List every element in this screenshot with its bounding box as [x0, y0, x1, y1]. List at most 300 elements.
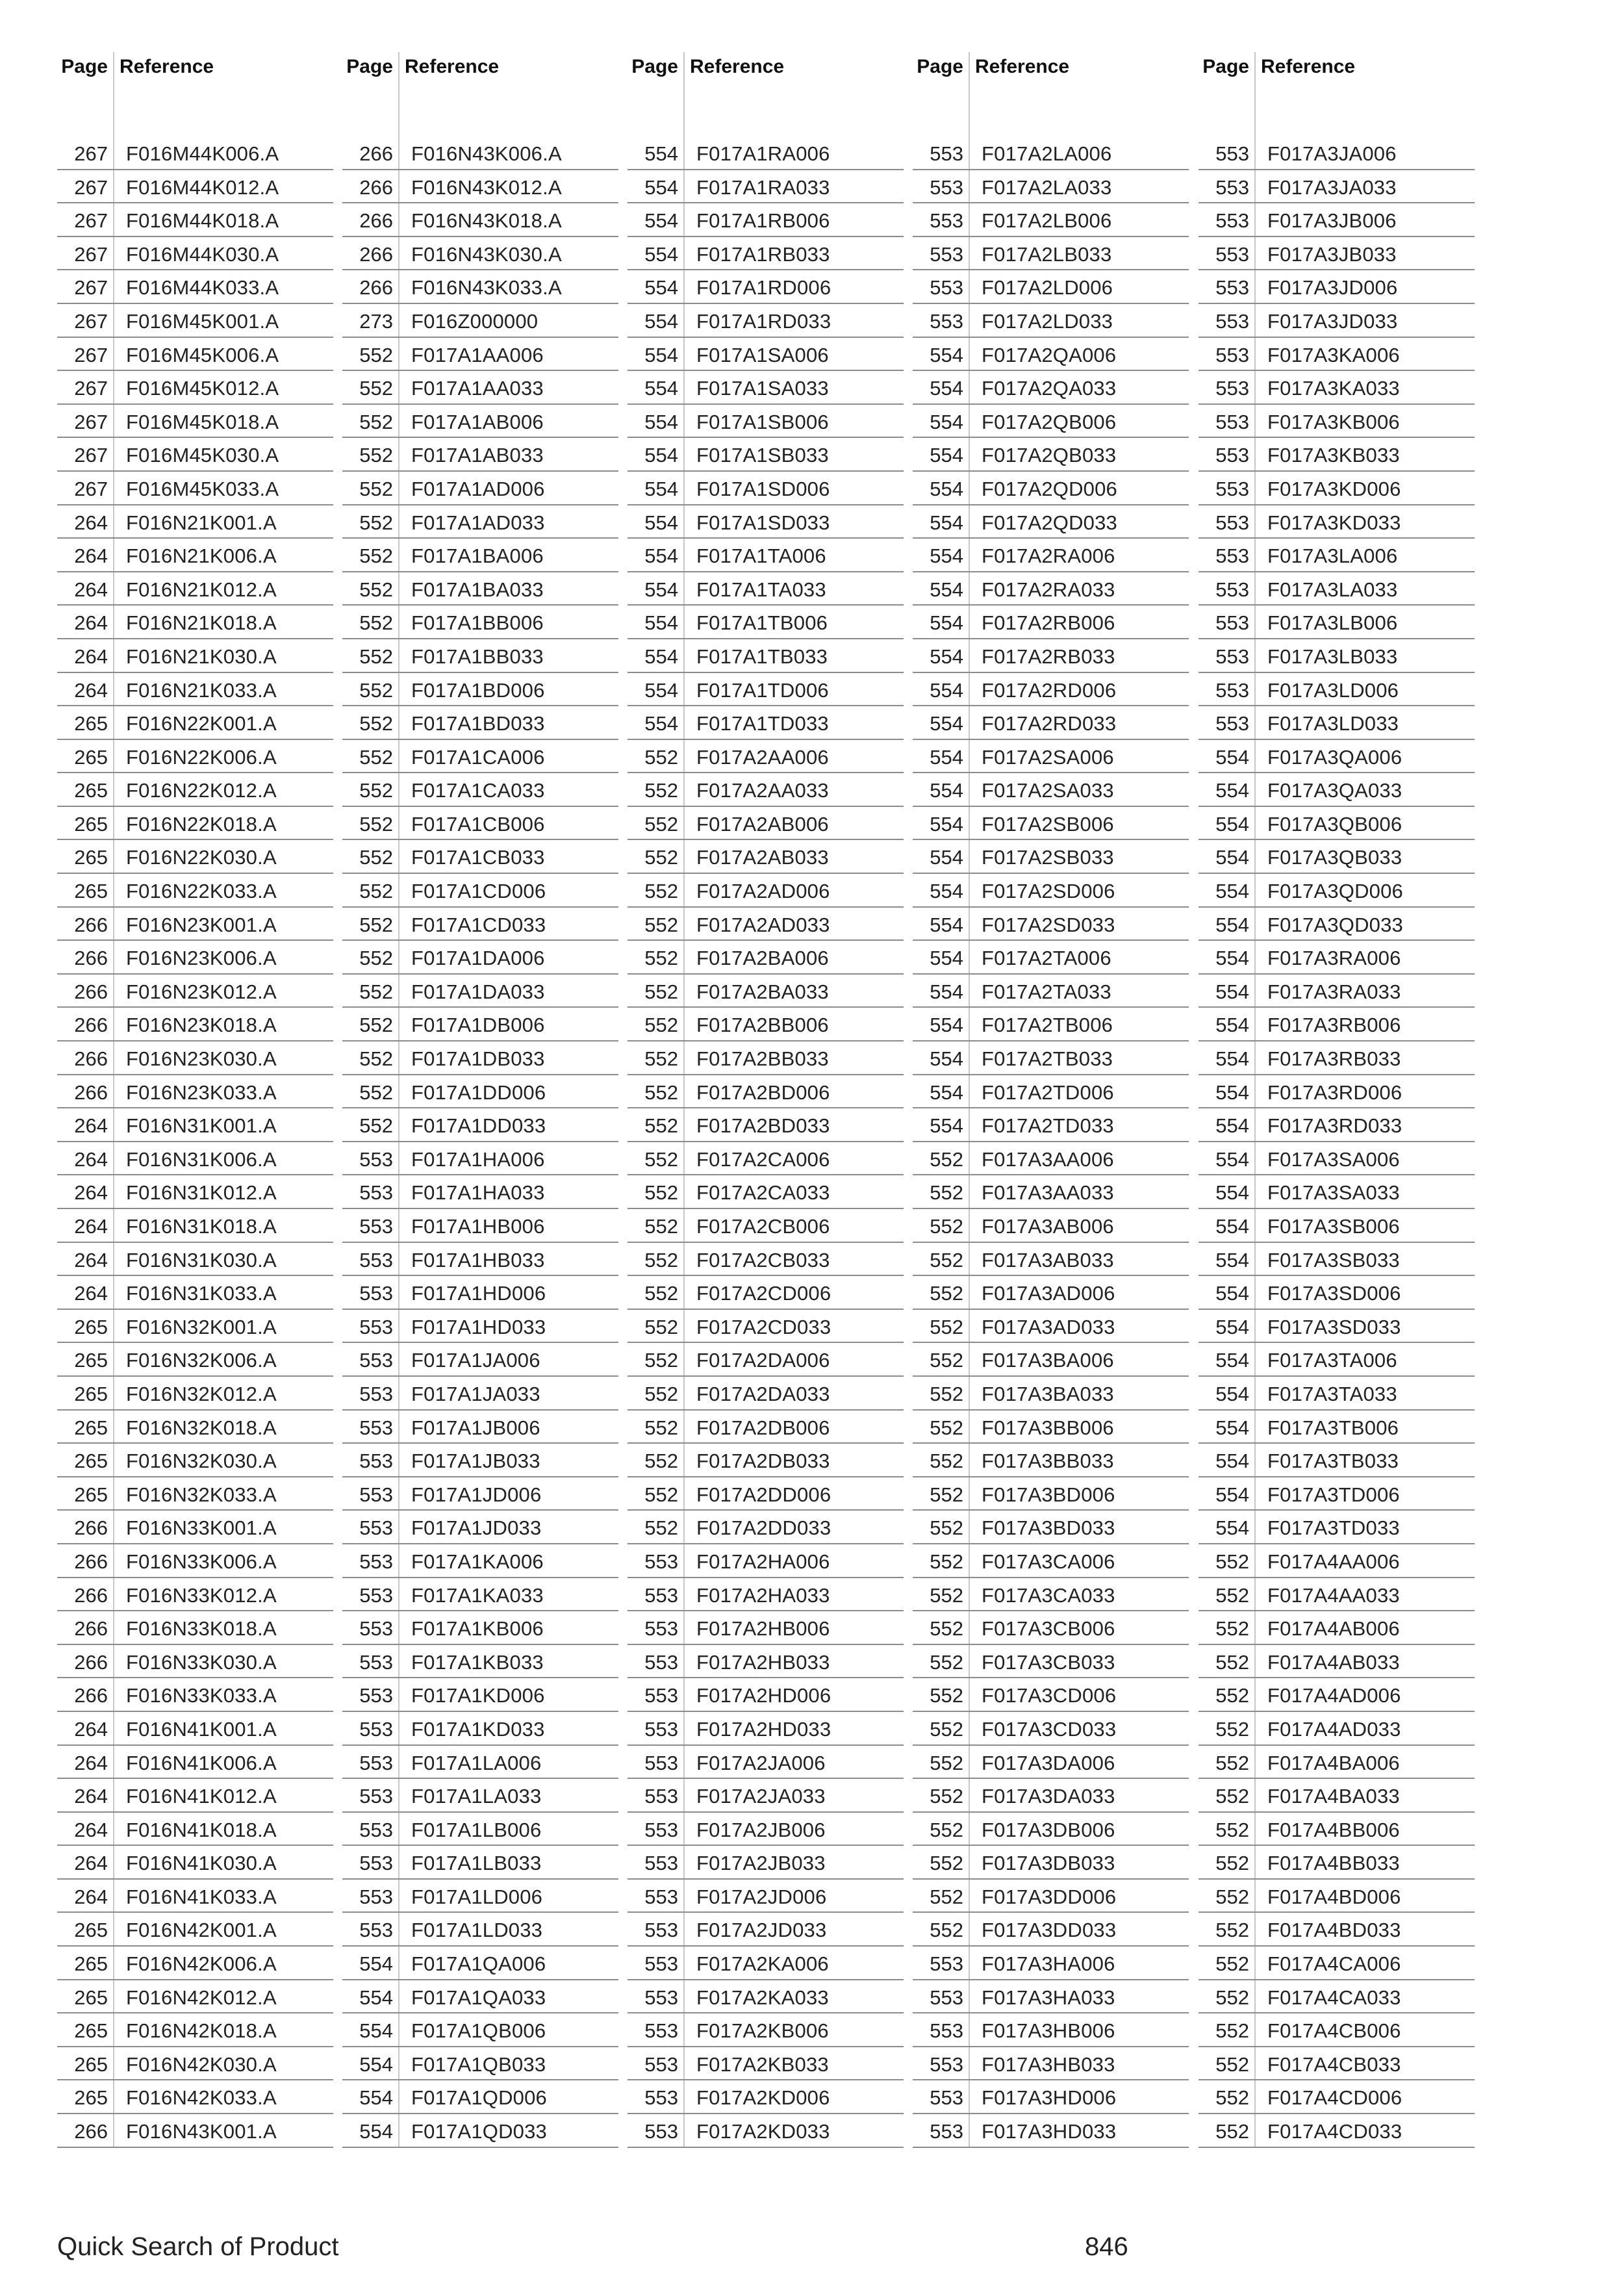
reference-cell: F017A1JA006 [411, 1349, 540, 1372]
table-row [913, 2114, 1189, 2148]
reference-cell: F017A1TD006 [696, 678, 829, 702]
reference-cell: F016M45K030.A [126, 444, 279, 467]
reference-cell: F016N23K018.A [126, 1014, 277, 1037]
page-cell: 552 [644, 1047, 678, 1071]
page-cell: 266 [74, 1684, 108, 1707]
table-row [628, 2013, 904, 2047]
page-cell: 552 [930, 1416, 963, 1439]
page-cell: 552 [644, 980, 678, 1003]
reference-cell: F016N23K012.A [126, 980, 277, 1003]
table-row [913, 1276, 1189, 1310]
page-cell: 554 [644, 578, 678, 601]
page-cell: 554 [930, 880, 963, 903]
reference-cell: F017A4CA006 [1267, 1952, 1401, 1976]
table-row [913, 203, 1189, 237]
page-cell: 552 [644, 1349, 678, 1372]
table-row [1199, 237, 1475, 271]
page-cell: 552 [359, 1047, 393, 1071]
table-row [913, 639, 1189, 673]
table-row [1199, 170, 1475, 204]
page-cell: 264 [74, 1215, 108, 1238]
reference-cell: F017A1CD033 [411, 913, 546, 936]
table-row [342, 1947, 618, 1980]
table-row [57, 1880, 333, 1913]
page-cell: 554 [1215, 1315, 1249, 1338]
page-cell: 554 [644, 343, 678, 366]
page-cell: 553 [930, 1986, 963, 2009]
reference-cell: F017A2HD033 [696, 1717, 831, 1741]
table-row [1199, 1243, 1475, 1277]
table-row [628, 639, 904, 673]
page-cell: 266 [359, 175, 393, 199]
page-cell: 553 [359, 1919, 393, 1942]
page-cell: 553 [1215, 712, 1249, 735]
page-cell: 265 [74, 1382, 108, 1405]
page-cell: 265 [74, 812, 108, 836]
page-cell: 553 [359, 1382, 393, 1405]
table-row [913, 170, 1189, 204]
reference-cell: F017A3BA033 [982, 1382, 1114, 1405]
page-cell: 554 [1215, 812, 1249, 836]
reference-cell: F017A3SB006 [1267, 1215, 1400, 1238]
reference-cell: F017A2SB006 [982, 812, 1114, 836]
reference-cell: F017A1RB033 [696, 242, 830, 266]
reference-cell: F017A3AD006 [982, 1282, 1115, 1305]
page-cell: 554 [1215, 1248, 1249, 1271]
page-cell: 552 [1215, 2052, 1249, 2076]
page-cell: 554 [930, 544, 963, 568]
table-row [57, 371, 333, 405]
table-row [1199, 1343, 1475, 1377]
page-cell: 552 [359, 544, 393, 568]
page-cell: 552 [644, 1315, 678, 1338]
reference-cell: F016N21K018.A [126, 611, 277, 635]
reference-cell: F017A1AB006 [411, 410, 544, 433]
table-row [628, 1578, 904, 1612]
reference-cell: F017A2AD006 [696, 880, 830, 903]
table-row [913, 1142, 1189, 1176]
reference-cell: F017A3SD033 [1267, 1315, 1401, 1338]
reference-cell: F017A3KA006 [1267, 343, 1400, 366]
page-cell: 264 [74, 1785, 108, 1808]
page-cell: 554 [644, 477, 678, 500]
page-cell: 266 [74, 947, 108, 970]
reference-cell: F017A4CB006 [1267, 2019, 1401, 2043]
table-row [1199, 1477, 1475, 1511]
table-row [57, 706, 333, 740]
page-cell: 554 [930, 980, 963, 1003]
table-row [913, 1108, 1189, 1142]
table-row [342, 237, 618, 271]
reference-cell: F017A2DB006 [696, 1416, 830, 1439]
reference-cell: F017A1AA033 [411, 377, 544, 400]
table-row [913, 740, 1189, 774]
table-row [57, 1310, 333, 1344]
page-cell: 553 [930, 2086, 963, 2110]
page-cell: 553 [644, 1852, 678, 1875]
table-row [1199, 706, 1475, 740]
table-row [342, 2013, 618, 2047]
page-cell: 554 [359, 2052, 393, 2076]
table-row [628, 606, 904, 639]
reference-cell: F017A2DA033 [696, 1382, 830, 1405]
page-header: Page [631, 56, 678, 77]
reference-cell: F016N21K033.A [126, 678, 277, 702]
reference-cell: F017A3SB033 [1267, 1248, 1400, 1271]
reference-cell: F017A1KD006 [411, 1684, 545, 1707]
table-row [628, 270, 904, 304]
reference-cell: F017A2AA033 [696, 779, 829, 802]
page-cell: 552 [644, 1080, 678, 1104]
page-cell: 554 [930, 1114, 963, 1138]
table-row [1199, 1276, 1475, 1310]
table-row [57, 1846, 333, 1880]
reference-cell: F016N33K006.A [126, 1550, 277, 1573]
reference-cell: F016N43K001.A [126, 2120, 277, 2143]
reference-cell: F017A2RA033 [982, 578, 1115, 601]
table-row [342, 1276, 618, 1310]
table-row [913, 975, 1189, 1008]
reference-cell: F017A2SD033 [982, 913, 1115, 936]
table-row [57, 773, 333, 807]
table-row [57, 1544, 333, 1578]
table-row [628, 1779, 904, 1813]
table-row [342, 1008, 618, 1041]
table-row [913, 1511, 1189, 1544]
table-row [342, 941, 618, 975]
page-cell: 552 [644, 812, 678, 836]
page-cell: 552 [930, 1650, 963, 1674]
reference-cell: F017A1AD006 [411, 477, 545, 500]
reference-cell: F016N21K006.A [126, 544, 277, 568]
page-cell: 552 [930, 1516, 963, 1540]
page-cell: 266 [74, 1617, 108, 1641]
table-row [57, 606, 333, 639]
table-row [57, 338, 333, 372]
reference-cell: F017A3DD006 [982, 1885, 1117, 1908]
page-cell: 554 [1215, 1516, 1249, 1540]
reference-cell: F017A2KD006 [696, 2086, 830, 2110]
table-row [1199, 505, 1475, 539]
page-cell: 554 [930, 611, 963, 635]
reference-cell: F017A1QB006 [411, 2019, 546, 2043]
reference-cell: F017A1SA006 [696, 343, 829, 366]
table-row [57, 1980, 333, 2014]
table-row [342, 1544, 618, 1578]
reference-cell: F017A3BB006 [982, 1416, 1114, 1439]
page-cell: 267 [74, 175, 108, 199]
reference-cell: F017A1HB033 [411, 1248, 545, 1271]
reference-cell: F017A1DD006 [411, 1080, 546, 1104]
table-row [57, 1343, 333, 1377]
reference-cell: F017A4CA033 [1267, 1986, 1401, 2009]
reference-cell: F016N43K030.A [411, 242, 562, 266]
table-row [57, 2047, 333, 2081]
page-cell: 554 [644, 645, 678, 668]
page-cell: 553 [359, 1617, 393, 1641]
page-cell: 264 [74, 645, 108, 668]
reference-cell: F017A1HD006 [411, 1282, 546, 1305]
table-row [57, 203, 333, 237]
table-row [913, 606, 1189, 639]
page-cell: 553 [644, 1818, 678, 1841]
page-cell: 553 [359, 1550, 393, 1573]
page-cell: 554 [930, 779, 963, 802]
page-cell: 554 [1215, 913, 1249, 936]
page-cell: 554 [644, 377, 678, 400]
reference-cell: F017A1AA006 [411, 343, 544, 366]
reference-cell: F017A3DA033 [982, 1785, 1115, 1808]
page-cell: 553 [644, 1550, 678, 1573]
page-cell: 552 [644, 1416, 678, 1439]
table-row [342, 1578, 618, 1612]
table-row [913, 270, 1189, 304]
reference-header: Reference [120, 56, 214, 77]
page-cell: 553 [1215, 175, 1249, 199]
reference-cell: F017A3QB033 [1267, 846, 1402, 869]
table-row [342, 1209, 618, 1243]
table-row [57, 136, 333, 170]
page-cell: 553 [359, 1516, 393, 1540]
reference-cell: F017A2LB006 [982, 209, 1112, 233]
reference-cell: F017A4AD033 [1267, 1717, 1401, 1741]
reference-cell: F017A1JD006 [411, 1483, 542, 1506]
page-cell: 552 [359, 947, 393, 970]
page-cell: 552 [644, 1248, 678, 1271]
reference-cell: F017A1SD006 [696, 477, 830, 500]
reference-cell: F016N31K030.A [126, 1248, 277, 1271]
page-cell: 552 [1215, 1785, 1249, 1808]
page-cell: 553 [930, 309, 963, 333]
reference-cell: F017A3RB006 [1267, 1014, 1401, 1037]
page-cell: 266 [74, 980, 108, 1003]
table-row [1199, 2080, 1475, 2114]
reference-cell: F017A1KD033 [411, 1717, 545, 1741]
page-cell: 552 [1215, 1684, 1249, 1707]
reference-cell: F017A1CB033 [411, 846, 545, 869]
table-row [628, 2080, 904, 2114]
page-cell: 552 [359, 678, 393, 702]
table-row [628, 673, 904, 707]
table-row [913, 539, 1189, 572]
reference-cell: F017A1JB006 [411, 1416, 540, 1439]
page-cell: 266 [74, 1550, 108, 1573]
table-row [628, 1712, 904, 1746]
table-row [1199, 371, 1475, 405]
reference-cell: F017A2DB033 [696, 1450, 830, 1473]
reference-cell: F016N23K006.A [126, 947, 277, 970]
table-row [913, 2013, 1189, 2047]
table-row [342, 1712, 618, 1746]
table-row [1199, 338, 1475, 372]
reference-cell: F017A2TB006 [982, 1014, 1113, 1037]
table-row [628, 706, 904, 740]
table-row [342, 1411, 618, 1444]
table-row [1199, 740, 1475, 774]
column-header [1199, 52, 1475, 136]
page-cell: 552 [644, 1181, 678, 1205]
reference-cell: F016N32K001.A [126, 1315, 277, 1338]
reference-cell: F017A1BA033 [411, 578, 544, 601]
reference-cell: F017A2QD033 [982, 511, 1117, 534]
page-cell: 553 [644, 1986, 678, 2009]
table-row [913, 2080, 1189, 2114]
reference-cell: F017A2SB033 [982, 846, 1114, 869]
reference-cell: F017A3DD033 [982, 1919, 1117, 1942]
table-row [913, 405, 1189, 439]
table-row [342, 908, 618, 941]
table-row [628, 1477, 904, 1511]
table-row [913, 1075, 1189, 1109]
page-cell: 552 [930, 1885, 963, 1908]
reference-cell: F017A3CB006 [982, 1617, 1115, 1641]
page-cell: 552 [359, 1114, 393, 1138]
page-cell: 553 [1215, 645, 1249, 668]
table-row [913, 338, 1189, 372]
reference-cell: F017A3CD006 [982, 1684, 1117, 1707]
reference-cell: F017A1CA006 [411, 745, 545, 769]
table-row [913, 136, 1189, 170]
table-row [57, 1175, 333, 1209]
page-cell: 265 [74, 1483, 108, 1506]
table-row [57, 1813, 333, 1846]
page-cell: 553 [644, 1717, 678, 1741]
table-row [913, 941, 1189, 975]
page-cell: 552 [930, 1181, 963, 1205]
reference-cell: F017A3HA033 [982, 1986, 1115, 2009]
reference-cell: F017A2HA006 [696, 1550, 830, 1573]
reference-cell: F017A2RA006 [982, 544, 1115, 568]
table-row [628, 438, 904, 472]
table-row [628, 773, 904, 807]
table-row [1199, 1142, 1475, 1176]
table-row [628, 1075, 904, 1109]
table-row [913, 1913, 1189, 1947]
reference-cell: F017A2RB033 [982, 645, 1115, 668]
table-row [913, 1947, 1189, 1980]
table-row [628, 1913, 904, 1947]
page-cell: 552 [930, 1382, 963, 1405]
table-row [57, 874, 333, 908]
table-row [1199, 1947, 1475, 1980]
table-row [1199, 773, 1475, 807]
page-cell: 554 [1215, 1047, 1249, 1071]
reference-cell: F017A2HA033 [696, 1583, 830, 1607]
reference-cell: F016N22K006.A [126, 745, 277, 769]
reference-cell: F017A4BA033 [1267, 1785, 1400, 1808]
page-cell: 554 [930, 812, 963, 836]
reference-cell: F016N23K033.A [126, 1080, 277, 1104]
reference-cell: F017A3AB006 [982, 1215, 1114, 1238]
page-cell: 552 [359, 980, 393, 1003]
page-cell: 552 [644, 947, 678, 970]
table-row [913, 1343, 1189, 1377]
reference-cell: F017A2JA006 [696, 1751, 826, 1774]
table-row [628, 1444, 904, 1477]
page-cell: 267 [74, 477, 108, 500]
table-row [913, 572, 1189, 606]
table-row [1199, 941, 1475, 975]
reference-cell: F017A4BB033 [1267, 1852, 1400, 1875]
reference-cell: F016N33K001.A [126, 1516, 277, 1540]
reference-cell: F017A1RA033 [696, 175, 830, 199]
page-cell: 552 [644, 1215, 678, 1238]
page-cell: 552 [930, 1751, 963, 1774]
table-row [57, 2080, 333, 2114]
reference-cell: F016N33K012.A [126, 1583, 277, 1607]
table-row [342, 136, 618, 170]
reference-cell: F017A1LD033 [411, 1919, 543, 1942]
reference-cell: F016M44K030.A [126, 242, 279, 266]
reference-cell: F017A2RB006 [982, 611, 1115, 635]
reference-cell: F017A4CD006 [1267, 2086, 1402, 2110]
reference-cell: F017A3TB006 [1267, 1416, 1399, 1439]
table-row [1199, 1913, 1475, 1947]
reference-cell: F017A1JD033 [411, 1516, 542, 1540]
reference-cell: F016N42K033.A [126, 2086, 277, 2110]
table-row [628, 1142, 904, 1176]
reference-cell: F017A2LA033 [982, 175, 1112, 199]
reference-cell: F017A2DD033 [696, 1516, 831, 1540]
reference-cell: F017A2JB033 [696, 1852, 826, 1875]
reference-cell: F017A2KA006 [696, 1952, 829, 1976]
table-row [628, 203, 904, 237]
reference-cell: F016M45K018.A [126, 410, 279, 433]
reference-cell: F016N42K012.A [126, 1986, 277, 2009]
reference-cell: F017A4AA033 [1267, 1583, 1400, 1607]
reference-cell: F017A3QA006 [1267, 745, 1402, 769]
table-row [1199, 1444, 1475, 1477]
table-row [628, 840, 904, 874]
reference-cell: F016M45K033.A [126, 477, 279, 500]
reference-cell: F017A3AA033 [982, 1181, 1114, 1205]
reference-cell: F017A2BD006 [696, 1080, 830, 1104]
page-cell: 552 [930, 1818, 963, 1841]
page-cell: 552 [359, 511, 393, 534]
reference-cell: F016N32K018.A [126, 1416, 277, 1439]
page-cell: 552 [1215, 2120, 1249, 2143]
page-cell: 552 [1215, 1952, 1249, 1976]
page-cell: 553 [359, 1215, 393, 1238]
reference-cell: F017A2LD033 [982, 309, 1113, 333]
reference-header: Reference [1261, 56, 1356, 77]
page-cell: 553 [930, 2052, 963, 2076]
reference-cell: F017A1RD006 [696, 276, 831, 300]
page-cell: 553 [1215, 611, 1249, 635]
page-header: Page [917, 56, 963, 77]
reference-cell: F017A3RA006 [1267, 947, 1401, 970]
table-row [1199, 1712, 1475, 1746]
reference-cell: F016N31K033.A [126, 1282, 277, 1305]
reference-cell: F017A3QD006 [1267, 880, 1403, 903]
reference-cell: F017A1QB033 [411, 2052, 546, 2076]
reference-cell: F017A2KB006 [696, 2019, 829, 2043]
page-cell: 266 [359, 142, 393, 165]
page-cell: 553 [1215, 276, 1249, 300]
page-cell: 267 [74, 343, 108, 366]
page-cell: 552 [1215, 1885, 1249, 1908]
page-cell: 554 [930, 745, 963, 769]
page-cell: 553 [644, 2052, 678, 2076]
page-cell: 554 [359, 2086, 393, 2110]
page-cell: 265 [74, 880, 108, 903]
reference-cell: F017A3RB033 [1267, 1047, 1401, 1071]
page-cell: 552 [1215, 2086, 1249, 2110]
table-row [913, 1377, 1189, 1411]
reference-cell: F017A3JD006 [1267, 276, 1398, 300]
page-cell: 552 [644, 846, 678, 869]
table-row [1199, 1411, 1475, 1444]
